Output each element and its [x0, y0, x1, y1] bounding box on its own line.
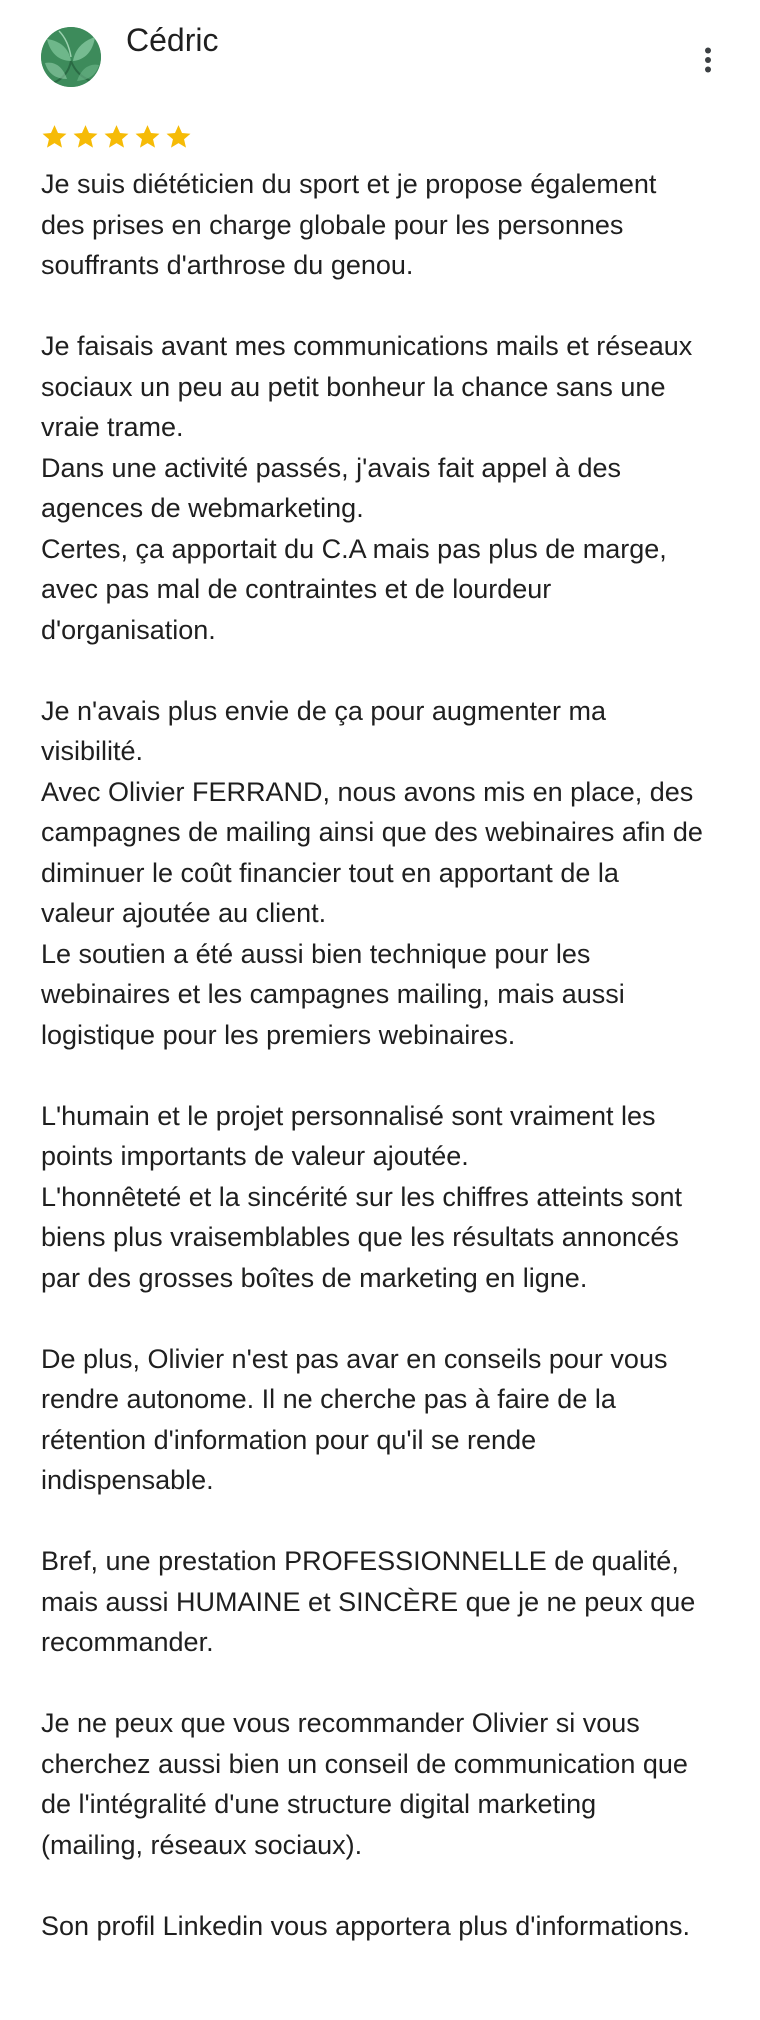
review-line: cherchez aussi bien un conseil de communication que: [41, 1748, 688, 1779]
review-line: rendre autonome. Il ne cherche pas à faire de la: [41, 1384, 616, 1414]
review-line: Je suis diététicien du sport et je propose également: [41, 169, 657, 199]
review-line: indispensable.: [41, 1465, 214, 1495]
review-line: campagnes de mailing ainsi que des webinaires afin de: [41, 817, 703, 847]
review-paragraph: [41, 1096, 741, 1299]
review-line: sociaux un peu au petit bonheur la chance sans une: [41, 371, 666, 402]
star-icon: [71, 121, 100, 153]
review-line: souffrants d'arthrose du genou.: [41, 250, 414, 280]
review-line: L'humain et le projet personnalisé sont vraiment les: [41, 1100, 656, 1131]
review-line: valeur ajoutée au client.: [41, 898, 327, 928]
review-line: recommander.: [41, 1627, 214, 1657]
review-line: de l'intégralité d'une structure digital marketing: [41, 1789, 597, 1819]
star-icon: [164, 121, 193, 153]
review-line: logistique pour les premiers webinaires.: [41, 1019, 516, 1050]
review-line: webinaires et les campagnes mailing, mais aussi: [41, 979, 625, 1009]
review-line: Certes, ça apportait du C.A mais pas plus de marge,: [41, 533, 667, 564]
review-line: L'honnêteté et la sincérité sur les chiffres atteints sont: [41, 1181, 683, 1212]
more-vertical-icon: [704, 47, 712, 73]
review-line: Je ne peux que vous recommander Olivier si vous: [41, 1708, 640, 1738]
review-paragraph: [41, 1906, 741, 1947]
star-icon: [40, 121, 69, 153]
review-line: d'organisation.: [41, 614, 216, 645]
star-rating: [40, 121, 195, 153]
review-line: Dans une activité passés, j'avais fait appel à des: [41, 452, 621, 483]
review-line: biens plus vraisemblables que les résultats annoncés: [41, 1222, 679, 1252]
review-line: Avec Olivier FERRAND, nous avons mis en place, des: [41, 776, 694, 807]
star-icon: [133, 121, 162, 153]
review-paragraph: [41, 691, 741, 1056]
review-line: avec pas mal de contraintes et de lourdeur: [41, 574, 552, 604]
review-line: points importants de valeur ajoutée.: [41, 1141, 469, 1171]
review-line: mais aussi HUMAINE et SINCÈRE que je ne peux que: [41, 1586, 696, 1617]
review-line: Je n'avais plus envie de ça pour augmenter ma: [41, 695, 606, 726]
star-icon: [102, 121, 131, 153]
avatar[interactable]: [41, 27, 101, 87]
review-line: visibilité.: [41, 736, 144, 766]
review-line: vraie trame.: [41, 412, 184, 442]
review-line: De plus, Olivier n'est pas avar en conseils pour vous: [41, 1343, 668, 1374]
review-line: Le soutien a été aussi bien technique pour les: [41, 938, 591, 969]
review-line: agences de webmarketing.: [41, 493, 364, 523]
review-line: Je faisais avant mes communications mails et réseaux: [41, 331, 693, 361]
review-line: rétention d'information pour qu'il se rende: [41, 1424, 537, 1455]
author-name[interactable]: Cédric: [126, 22, 219, 58]
review-line: des prises en charge globale pour les personnes: [41, 209, 624, 240]
review-paragraph: [41, 326, 741, 650]
review-line: Son profil Linkedin vous apportera plus d'informations.: [41, 1910, 691, 1941]
review-text: [41, 164, 741, 1987]
review-line: (mailing, réseaux sociaux).: [41, 1829, 363, 1860]
review-paragraph: [41, 1541, 741, 1663]
review-line: par des grosses boîtes de marketing en ligne.: [41, 1262, 588, 1293]
review-paragraph: [41, 164, 741, 286]
leaf-avatar-icon: [41, 27, 101, 87]
review-line: Bref, une prestation PROFESSIONNELLE de qualité,: [41, 1546, 679, 1576]
review-paragraph: [41, 1703, 741, 1865]
more-options-button[interactable]: [688, 36, 728, 84]
review-line: diminuer le coût financier tout en apportant de la: [41, 857, 619, 888]
review-paragraph: [41, 1339, 741, 1501]
